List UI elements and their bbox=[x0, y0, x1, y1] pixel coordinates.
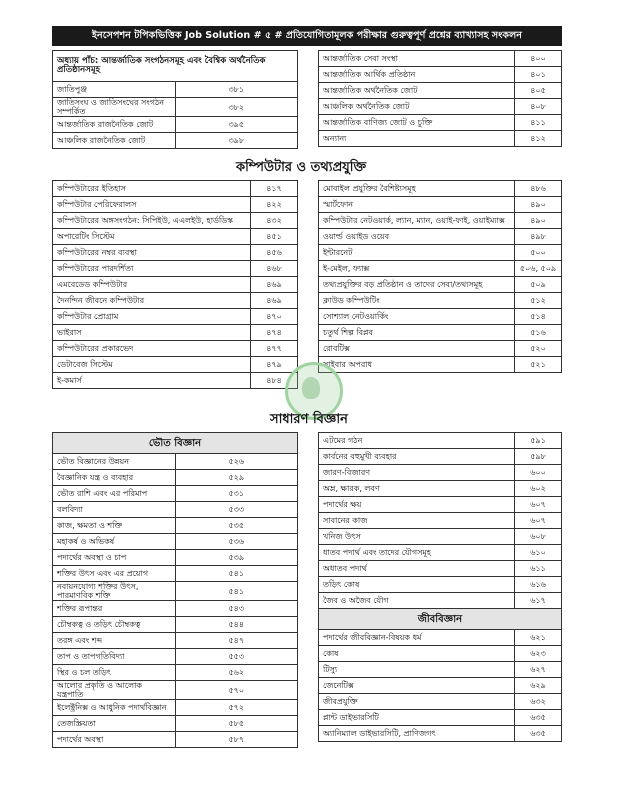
toc-entry-page: ৪৯০ bbox=[515, 213, 562, 229]
toc-row bbox=[53, 261, 298, 277]
toc-row bbox=[319, 529, 562, 545]
toc-row bbox=[319, 694, 562, 710]
toc-row bbox=[319, 433, 562, 449]
toc-entry-title: জারণ-বিজারণ bbox=[319, 465, 515, 481]
toc-entry-title: সোশ্যাল নেটওয়ার্কিং bbox=[319, 309, 515, 325]
toc-entry-title: তাপ ও তাপগতিবিদ্যা bbox=[53, 649, 176, 665]
toc-entry-page: ৩৮২ bbox=[175, 98, 298, 117]
toc-entry-title: অন্যান্য bbox=[319, 131, 515, 147]
toc-row bbox=[53, 454, 298, 470]
toc-entry-page: ৫৮৫ bbox=[175, 716, 298, 732]
toc-entry-title: অম্ল, ক্ষারক, লবণ bbox=[319, 481, 515, 497]
toc-entry-title: নবায়নযোগ্য শক্তির উৎস, পারমাণবিক শক্তি bbox=[53, 582, 176, 601]
toc-entry-title: পদার্থের অবস্থা ও চাপ bbox=[53, 550, 176, 566]
toc-row bbox=[319, 83, 562, 99]
toc-entry-title: তড়িৎ কোষ bbox=[319, 577, 515, 593]
toc-row bbox=[319, 726, 562, 742]
toc-entry-title: রোবটিক্স bbox=[319, 341, 515, 357]
toc-entry-title: চতুর্থ শিল্প বিপ্লব bbox=[319, 325, 515, 341]
toc-entry-title: দৈনন্দিন জীবনে কম্পিউটার bbox=[53, 293, 251, 309]
toc-entry-page: ৫২৯ bbox=[175, 470, 298, 486]
toc-entry-page: ৬১০ bbox=[515, 545, 562, 561]
computer-left-table bbox=[52, 180, 298, 389]
toc-entry-title: পদার্থের জীববিজ্ঞান-বিষয়ক ধর্ম bbox=[319, 630, 515, 646]
toc-entry-title: আন্তর্জাতিক বাণিজ্য জোট ও চুক্তি bbox=[319, 115, 515, 131]
toc-entry-page: ৫১৪ bbox=[515, 309, 562, 325]
toc-entry-page: ৬২৩ bbox=[515, 646, 562, 662]
toc-entry-title: শক্তির রূপান্তর bbox=[53, 601, 176, 617]
toc-entry-page: ৫৭০ bbox=[175, 681, 298, 700]
toc-entry-title: জেনেটিক্স bbox=[319, 678, 515, 694]
toc-entry-title: কোষ bbox=[319, 646, 515, 662]
toc-row bbox=[53, 502, 298, 518]
toc-entry-page: ৬১১ bbox=[515, 561, 562, 577]
toc-row bbox=[319, 513, 562, 529]
toc-row bbox=[319, 497, 562, 513]
toc-entry-page: ৪৭৪ bbox=[251, 325, 298, 341]
toc-row bbox=[53, 601, 298, 617]
toc-entry-page: ৪০০ bbox=[515, 51, 562, 67]
toc-entry-title: সাবানের কাজ bbox=[319, 513, 515, 529]
toc-entry-page: ৪৮৪ bbox=[251, 373, 298, 389]
toc-entry-page: ৪৮৬ bbox=[515, 181, 562, 197]
toc-entry-page: ৫০৯ bbox=[515, 277, 562, 293]
toc-entry-title: টিস্যু bbox=[319, 662, 515, 678]
toc-entry-page: ৪৯০ bbox=[515, 197, 562, 213]
toc-row bbox=[53, 245, 298, 261]
toc-row bbox=[319, 630, 562, 646]
toc-entry-title: অধাতব পদার্থ bbox=[319, 561, 515, 577]
toc-entry-title: আন্তর্জাতিক আর্থিক প্রতিষ্ঠান bbox=[319, 67, 515, 83]
toc-row bbox=[319, 465, 562, 481]
toc-entry-page: ৬৩৫ bbox=[515, 726, 562, 742]
toc-entry-page: ৫৯৮ bbox=[515, 449, 562, 465]
toc-entry-title: কম্পিউটার নেটওয়ার্ক, ল্যান, ম্যান, ওয়াই-ফাই, ওয়াইম্যাক্স bbox=[319, 213, 515, 229]
toc-entry-page: ৫৫৩ bbox=[175, 649, 298, 665]
toc-entry-title: অপারেটিং সিস্টেম bbox=[53, 229, 251, 245]
toc-entry-page: ৪৬৯ bbox=[251, 277, 298, 293]
toc-entry-page: ৫২০ bbox=[515, 341, 562, 357]
toc-entry-title: জীবপ্রযুক্তি bbox=[319, 694, 515, 710]
toc-entry-page: ৪৬৮ bbox=[251, 261, 298, 277]
toc-entry-title: মহাকর্ষ ও অভিকর্ষ bbox=[53, 534, 176, 550]
toc-entry-page: ৩৯৮ bbox=[175, 133, 298, 149]
toc-row bbox=[319, 357, 562, 373]
computer-right-table bbox=[318, 180, 562, 373]
toc-row bbox=[319, 561, 562, 577]
science-section-title: সাধারণ বিজ্ঞান bbox=[270, 412, 348, 427]
toc-row bbox=[53, 325, 298, 341]
toc-row bbox=[319, 181, 562, 197]
toc-entry-page: ৫৮৭ bbox=[175, 732, 298, 748]
toc-entry-title: অ্যানিম্যাল ডাইভারসিটি, প্রাণিজগৎ bbox=[319, 726, 515, 742]
toc-entry-title: কম্পিউটারের পারদর্শিতা bbox=[53, 261, 251, 277]
toc-entry-page: ৫৩৬ bbox=[175, 534, 298, 550]
toc-entry-page: ৪৯৮ bbox=[515, 229, 562, 245]
toc-entry-page: ৪৭৯ bbox=[251, 357, 298, 373]
toc-row bbox=[53, 582, 298, 601]
toc-entry-page: ৫৪১ bbox=[175, 582, 298, 601]
toc-entry-page: ৪০৮ bbox=[515, 99, 562, 115]
toc-entry-title: তথ্যপ্রযুক্তির বড় প্রতিষ্ঠান ও তাদের সেবা/তথ্যসমূহ bbox=[319, 277, 515, 293]
toc-row bbox=[319, 710, 562, 726]
toc-row bbox=[53, 229, 298, 245]
toc-entry-page: ৫৩৯ bbox=[175, 550, 298, 566]
toc-row bbox=[53, 181, 298, 197]
toc-entry-title: ই-মেইল, ফ্যাক্স bbox=[319, 261, 515, 277]
toc-row bbox=[53, 470, 298, 486]
toc-row bbox=[319, 545, 562, 561]
toc-entry-page: ৫২৬ bbox=[175, 454, 298, 470]
toc-row bbox=[319, 67, 562, 83]
toc-row bbox=[319, 341, 562, 357]
toc-row bbox=[319, 261, 562, 277]
toc-entry-page: ৫৩৫ bbox=[175, 518, 298, 534]
toc-entry-page: ৫০০ bbox=[515, 245, 562, 261]
chapter-heading: অধ্যায় পাঁচ: আন্তর্জাতিক সংগঠনসমূহ এবং বৈশ্বিক অর্থনৈতিক প্রতিষ্ঠানসমূহ bbox=[53, 51, 298, 82]
toc-entry-page: ৫৭২ bbox=[175, 700, 298, 716]
toc-entry-page: ৪৫৬ bbox=[251, 245, 298, 261]
toc-row bbox=[319, 593, 562, 609]
toc-entry-page: ৪৬৯ bbox=[251, 293, 298, 309]
toc-entry-title: ইলেক্ট্রনিক্স ও আধুনিক পদার্থবিজ্ঞান bbox=[53, 700, 176, 716]
toc-row bbox=[53, 309, 298, 325]
toc-entry-title: কম্পিউটারের ইতিহাস bbox=[53, 181, 251, 197]
bio-heading: জীববিজ্ঞান bbox=[319, 609, 562, 630]
toc-entry-title: ধাতব পদার্থ এবং তাদের যৌগসমূহ bbox=[319, 545, 515, 561]
toc-entry-title: আলোর প্রকৃতি ও আলোক যন্ত্রপাতি bbox=[53, 681, 176, 700]
toc-entry-page: ৫৪৭ bbox=[175, 633, 298, 649]
toc-entry-title: বলবিদ্যা bbox=[53, 502, 176, 518]
toc-entry-title: প্লান্ট ডাইভারসিটি bbox=[319, 710, 515, 726]
toc-row bbox=[53, 117, 298, 133]
toc-entry-title: আঞ্চলিক রাজনৈতিক জোট bbox=[53, 133, 176, 149]
page-banner: ইনসেপশন টপিকভিত্তিক Job Solution # ৫ # প্রতিযোগিতামূলক পরীক্ষার গুরুত্বপূর্ণ প্রশ্নের ব্যাখ্যাসহ সংকলন bbox=[52, 26, 562, 46]
toc-entry-title: পদার্থের ক্ষয় bbox=[319, 497, 515, 513]
toc-entry-page: ৬০৭ bbox=[515, 513, 562, 529]
toc-entry-page: ৪০৫ bbox=[515, 83, 562, 99]
toc-entry-title: কম্পিউটারের নম্বর ব্যবস্থা bbox=[53, 245, 251, 261]
toc-row bbox=[53, 213, 298, 229]
toc-row bbox=[319, 99, 562, 115]
toc-row bbox=[319, 277, 562, 293]
toc-entry-page: ৫৪৩ bbox=[175, 601, 298, 617]
toc-entry-page: ৬২৯ bbox=[515, 678, 562, 694]
toc-row bbox=[319, 449, 562, 465]
toc-entry-title: বৈজ্ঞানিক যন্ত্র ও ব্যবহার bbox=[53, 470, 176, 486]
toc-row bbox=[319, 213, 562, 229]
toc-entry-title: ভৌত রাশি এবং এর পরিমাপ bbox=[53, 486, 176, 502]
toc-row bbox=[53, 716, 298, 732]
toc-entry-page: ৬২১ bbox=[515, 630, 562, 646]
toc-entry-page: ৫৯১ bbox=[515, 433, 562, 449]
toc-entry-page: ৪১১ bbox=[515, 115, 562, 131]
toc-entry-page: ৩৮১ bbox=[175, 82, 298, 98]
intl-right-table bbox=[318, 50, 562, 147]
toc-entry-page: ৬২৭ bbox=[515, 662, 562, 678]
toc-row bbox=[53, 732, 298, 748]
toc-entry-title: কম্পিউটারের অঙ্গসংগঠন: সিপিইউ, এএলইউ, হার্ডডিস্ক bbox=[53, 213, 251, 229]
toc-entry-title: স্থির ও চল তড়িৎ bbox=[53, 665, 176, 681]
toc-entry-page: ৬৩২ bbox=[515, 694, 562, 710]
toc-row bbox=[53, 550, 298, 566]
toc-entry-title: কাজ, ক্ষমতা ও শক্তি bbox=[53, 518, 176, 534]
toc-row bbox=[53, 197, 298, 213]
computer-section-title: কম্পিউটার ও তথ্যপ্রযুক্তি bbox=[236, 160, 367, 175]
toc-row bbox=[53, 617, 298, 633]
toc-entry-page: ৪১২ bbox=[515, 131, 562, 147]
toc-entry-page: ৫৬২ bbox=[175, 665, 298, 681]
toc-entry-title: সাইবার অপরাধ bbox=[319, 357, 515, 373]
toc-entry-page: ৪২২ bbox=[251, 197, 298, 213]
chem-bio-table bbox=[318, 432, 562, 742]
toc-entry-title: খনিজ উৎস bbox=[319, 529, 515, 545]
intl-left-table bbox=[52, 50, 298, 149]
toc-entry-page: ৪১৭ bbox=[251, 181, 298, 197]
toc-row bbox=[53, 357, 298, 373]
toc-entry-title: কম্পিউটার প্রোগ্রাম bbox=[53, 309, 251, 325]
toc-entry-title: জৈব ও অজৈব যৌগ bbox=[319, 593, 515, 609]
toc-entry-page: ৬০০ bbox=[515, 465, 562, 481]
toc-row bbox=[53, 341, 298, 357]
toc-entry-title: ওয়ার্ল্ড ওয়াইড ওয়েব bbox=[319, 229, 515, 245]
toc-row bbox=[53, 649, 298, 665]
toc-row bbox=[319, 309, 562, 325]
toc-entry-title: মোবাইল প্রযুক্তির বৈশিষ্ট্যসমূহ bbox=[319, 181, 515, 197]
toc-entry-page: ৬০৭ bbox=[515, 497, 562, 513]
toc-entry-page: ৫২১ bbox=[515, 357, 562, 373]
toc-entry-page: ৫১৬ bbox=[515, 325, 562, 341]
toc-entry-title: কম্পিউটারের প্রকারভেদ bbox=[53, 341, 251, 357]
toc-entry-title: চৌম্বকত্ব ও তড়িৎ চৌম্বকত্ব bbox=[53, 617, 176, 633]
toc-entry-title: কম্পিউটার পেরিফেরালস bbox=[53, 197, 251, 213]
toc-entry-page: ৬০২ bbox=[515, 481, 562, 497]
toc-entry-page: ৪৩২ bbox=[251, 213, 298, 229]
toc-row bbox=[319, 245, 562, 261]
toc-entry-page: ৪৭০ bbox=[251, 309, 298, 325]
toc-entry-title: জাতিপুঞ্জ bbox=[53, 82, 176, 98]
toc-entry-title: এটমের গঠন bbox=[319, 433, 515, 449]
toc-entry-page: ৬৩৫ bbox=[515, 710, 562, 726]
toc-row bbox=[53, 293, 298, 309]
toc-entry-page: ৫৩৩ bbox=[175, 502, 298, 518]
toc-row bbox=[53, 534, 298, 550]
toc-entry-title: ই-কমার্স bbox=[53, 373, 251, 389]
toc-entry-page: ৪০১ bbox=[515, 67, 562, 83]
toc-row bbox=[319, 197, 562, 213]
toc-row bbox=[319, 662, 562, 678]
toc-row bbox=[319, 481, 562, 497]
toc-row bbox=[53, 518, 298, 534]
toc-entry-title: ভৌত বিজ্ঞানের উন্নয়ন bbox=[53, 454, 176, 470]
toc-entry-page: ৪৭৭ bbox=[251, 341, 298, 357]
toc-entry-title: ইন্টারনেট bbox=[319, 245, 515, 261]
toc-entry-title: আন্তর্জাতিক রাজনৈতিক জোট bbox=[53, 117, 176, 133]
toc-row bbox=[319, 293, 562, 309]
toc-entry-page: ৫৪৪ bbox=[175, 617, 298, 633]
toc-entry-page: ৫০৬, ৫০৯ bbox=[515, 261, 562, 277]
toc-row bbox=[319, 577, 562, 593]
toc-entry-page: ৫৩১ bbox=[175, 486, 298, 502]
toc-entry-title: জাতিসংঘ ও জাতিসংঘের সংগঠন সম্পর্কিত bbox=[53, 98, 176, 117]
toc-row bbox=[53, 133, 298, 149]
toc-row bbox=[319, 115, 562, 131]
physics-table bbox=[52, 432, 298, 748]
toc-row bbox=[53, 486, 298, 502]
toc-entry-title: কার্বনের বহুমুখী ব্যবহার bbox=[319, 449, 515, 465]
toc-row bbox=[319, 678, 562, 694]
toc-entry-title: ক্লাউড কম্পিউটিং bbox=[319, 293, 515, 309]
toc-row bbox=[53, 373, 298, 389]
toc-entry-page: ৫৪১ bbox=[175, 566, 298, 582]
toc-row bbox=[319, 131, 562, 147]
toc-entry-title: তেজস্ক্রিয়তা bbox=[53, 716, 176, 732]
toc-entry-page: ৬১৬ bbox=[515, 577, 562, 593]
toc-row bbox=[53, 633, 298, 649]
toc-entry-title: শক্তির উৎস এবং এর প্রয়োগ bbox=[53, 566, 176, 582]
toc-entry-title: ডেটাবেজ সিস্টেম bbox=[53, 357, 251, 373]
toc-row bbox=[319, 646, 562, 662]
toc-entry-title: আঞ্চলিক অর্থনৈতিক জোট bbox=[319, 99, 515, 115]
toc-entry-page: ৪৫১ bbox=[251, 229, 298, 245]
toc-entry-title: স্মার্টফোন bbox=[319, 197, 515, 213]
toc-row bbox=[319, 51, 562, 67]
toc-row bbox=[53, 681, 298, 700]
toc-entry-title: আন্তর্জাতিক অর্থনৈতিক জোট bbox=[319, 83, 515, 99]
toc-entry-title: এমবেডেড কম্পিউটার bbox=[53, 277, 251, 293]
toc-entry-page: ৫১২ bbox=[515, 293, 562, 309]
toc-entry-title: পদার্থের অবস্থা bbox=[53, 732, 176, 748]
toc-entry-title: তরঙ্গ এবং শব্দ bbox=[53, 633, 176, 649]
toc-row bbox=[53, 700, 298, 716]
physics-heading: ভৌত বিজ্ঞান bbox=[53, 433, 298, 454]
toc-row bbox=[53, 566, 298, 582]
toc-entry-title: ভাইরাস bbox=[53, 325, 251, 341]
toc-row bbox=[319, 325, 562, 341]
toc-row bbox=[53, 277, 298, 293]
toc-entry-page: ৩৯৫ bbox=[175, 117, 298, 133]
toc-entry-page: ৬১৭ bbox=[515, 593, 562, 609]
toc-row bbox=[53, 98, 298, 117]
toc-entry-title: আন্তর্জাতিক সেবা সংস্থা bbox=[319, 51, 515, 67]
toc-entry-page: ৬০৮ bbox=[515, 529, 562, 545]
toc-row bbox=[319, 229, 562, 245]
toc-row bbox=[53, 665, 298, 681]
toc-row bbox=[53, 82, 298, 98]
